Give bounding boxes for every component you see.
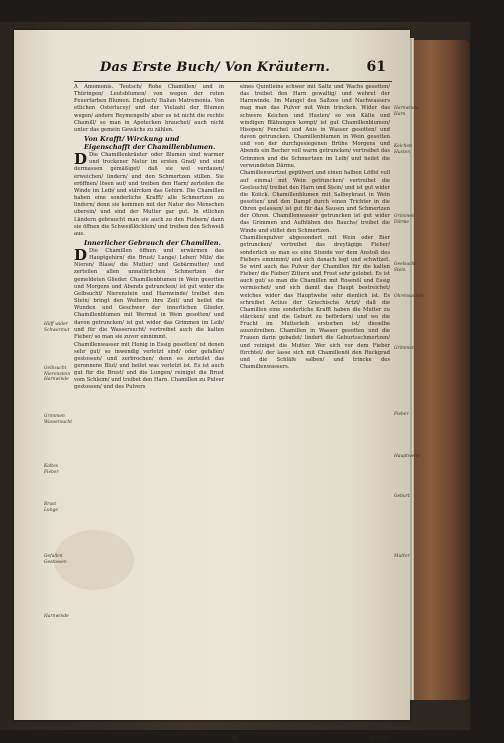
page-number: 61 xyxy=(366,59,386,75)
margin-note: Gefallen Gestossen xyxy=(44,554,67,565)
right-text-column xyxy=(240,84,390,372)
margin-note: Mutter xyxy=(394,554,410,559)
margin-note: Grimmen Wassersucht xyxy=(44,414,73,425)
margin-note: Harnwinde Harn xyxy=(394,106,419,117)
intro-paragraph: A Amomonis. Teutsch/ Rohe Chamillen/ und in Thüringen/ Leutsblumen/ von wegen der roten Feuerfarben Blumen. Englisch/ Italian Matremonia. Von etlichen Osterlucey/ und der Vielzahl der Blumen wegen/ andere Reymengelb/ aber es ist nicht die rechte Chamill/ so man in Apotecken brauchet/ auch nicht unter das gemein Gewächs zu zählen. xyxy=(74,84,224,133)
book-page xyxy=(14,30,424,743)
margin-note: Kaltes Fieber xyxy=(44,464,59,475)
margin-note: Harnwinde xyxy=(44,614,69,619)
left-text-column xyxy=(74,84,224,392)
margin-note: Geburt xyxy=(394,494,410,499)
margin-note: Brust Lunge xyxy=(44,502,58,513)
body-paragraph: Chamillenwasser mit Honig in Essig gesotten/ ist denen sehr gut/ so inwendig verletzt sind/ oder gefallen/ gestossen/ und zerbrochen/ denn es zerteilet das geronnene Blut/ und heilet was verletzt ist. Es ist auch gut für die Brust/ und die Lungen/ reiniget die Brust vom Schleim/ und treibet den Harn. Chamillen zu Pulver gestossen/ und des Pulvers xyxy=(74,341,224,391)
margin-note: Geelsucht Stein xyxy=(394,262,417,273)
margin-note: Grimmen xyxy=(394,346,415,351)
margin-note: Gelbsucht Nierenstein Harnwinde xyxy=(44,366,71,383)
body-paragraph xyxy=(74,152,224,238)
body-paragraph: eines Quintleins schwer mit Saltz und Wachs gesotten/ das treibet den Harn gewaltig/ und wehret der Harnwinde. Im Mangel des Saltzes und Nachwassers mag man das Pulver mit Wein trincken. Wider das schwere Keichen und Husten/ so von Kälte und windigen Blähungen kompt/ ist gut Chamillenblumen/ Hisopen/ Fenchel und Anis in Wasser gesotten/ und davon getruncken. Chamillenblumen in Wein gesotten und von der durchgesiegenen Brühe Morgens und Abends ein Becher voll warm getruncken/ vertreibet das Grimmen und die Schmertzen im Leib/ und heilet die verwundeten Därme. xyxy=(240,84,390,169)
drop-cap: D xyxy=(74,245,88,264)
margin-note: Hilff wider Schwermut xyxy=(44,322,70,333)
body-paragraph: Chamillenwurtzel gepülvert und einen halben Löffel voll auf einmal mit Wein getruncken/ vertreibet die Geelsucht/ treibet den Harn und Stein/ und ist gut wider die Kolick. Chamillenblumen mit Salbeykraut in Wein gesotten/ und den Dampf durch einen Trichter in die Ohren gelassen/ ist gut für das Sausen und Schmertzen der Ohren. Chamillenwasser getruncken ist gut wider das Grimmen und Aufblähen des Bauchs/ treibet die Winde und stillet den Schmertzen. xyxy=(240,170,390,234)
margin-note: Hauptwehe xyxy=(394,454,420,459)
page-title: Das Erste Buch/ Von Kräutern. xyxy=(100,60,330,75)
body-text: Die Chamillenkräuter oder Blumen sind warmer und trockener Natur im ersten Grad/ und sind dermassen gemäßiget/ daß sie wol verdauen/ erweichen/ lindern/ und den Schmertzen stillen. Sie eröffnen/ lösen auf/ und treiben den Harn/ zerteilen die Winde im Leib/ und stärcken das Gehirn. Die Chamillen haben eine sonderliche Krafft/ alle Schmertzen zu lindern/ denn sie kommen mit der Natur des Menschen uberein/ und sind der Mutter gar gut. In etlichen Ländern gebraucht man sie auch zu den Fiebern/ dann sie öffnen die Schweißlöchlein/ und treiben den Schweiß aus. xyxy=(74,152,224,237)
margin-note: Ohrensausen xyxy=(394,294,424,299)
drop-cap: D xyxy=(74,150,88,169)
margin-note: Keichen Husten xyxy=(394,144,412,155)
signature-mark: H xyxy=(232,736,238,743)
book-cover-edge xyxy=(410,40,470,700)
running-header xyxy=(72,60,390,78)
body-paragraph: Chamillenpulver abgesondert mit Wein oder Bier getruncken/ vertreibet das dreytägige Fieber/ sonderlich so man es eine Stunde vor dem Anstoß des Fiebers einnimmt/ und sich danach legt und schwitzet. So wird auch das Pulver der Chamillen für die kalten Fieber/ die Fieber/ Zittern und Frost sehr gelobet. Es ist auch gut/ so man die Chamillen mit Rosenöl und Essig vermischet/ und sich damit das Haupt bestreichet/ welches wider das Hauptwehe sehr dienlich ist. Es schreibet Actius der Griechische Artzt/ daß die Chamillen eine sonderliche Krafft haben die Mutter zu stärcken/ und die Geburt zu befördern/ und wo die Frucht im Mutterleib erstorben ist/ dieselbe auszutreiben. Chamillen in Wasser gesotten und die Frauen darin gebadet/ lindert die Geburtsschmertzen/ und reiniget die Mutter. Wer sich vor dem Fieber fürchtet/ der lasse sich mit Chamillenöl den Ruckgrad und die Schläfe salben/ und trincke des Chamillenwassers. xyxy=(240,235,390,371)
margin-note: Grimmen Därme xyxy=(394,214,415,225)
section-heading: Von Krafft/ Wirckung und Eigenschafft der Chamillenblumen. xyxy=(84,135,216,152)
body-paragraph xyxy=(74,245,224,341)
section-heading: Innerlicher Gebrauch der Chamillen. xyxy=(84,238,221,247)
body-text: Die Chamillen öffnen und erwärmen das Hauptgehirn/ die Brust/ Lunge/ Leber/ Milz/ die Nieren/ Blase/ die Mutter/ und Gebärmutter/ und zerteilen allen unnatürlichen Schmertzen der gemeldeten Glieder. Chamillenblumen in Wein gesotten und Morgens und Abends getruncken/ ist gut wider die Gelbsucht/ Nierenstein und Harnwinde/ treibet den Stein/ bringt den Weibern ihre Zeit/ und heilet die Wunden und Geschwer der innerlichen Glieder. Chamillenblumen mit Wermut in Wein gesotten/ und davon getruncken/ ist gut wider das Grimmen im Leib/ und für die Wassersucht/ vertreibet auch die kalten Fieber/ so man sie zuvor einnimmt. xyxy=(74,247,224,340)
catchword: fendet xyxy=(370,735,390,742)
margin-note: Fieber xyxy=(394,412,409,417)
header-rule xyxy=(74,81,392,82)
